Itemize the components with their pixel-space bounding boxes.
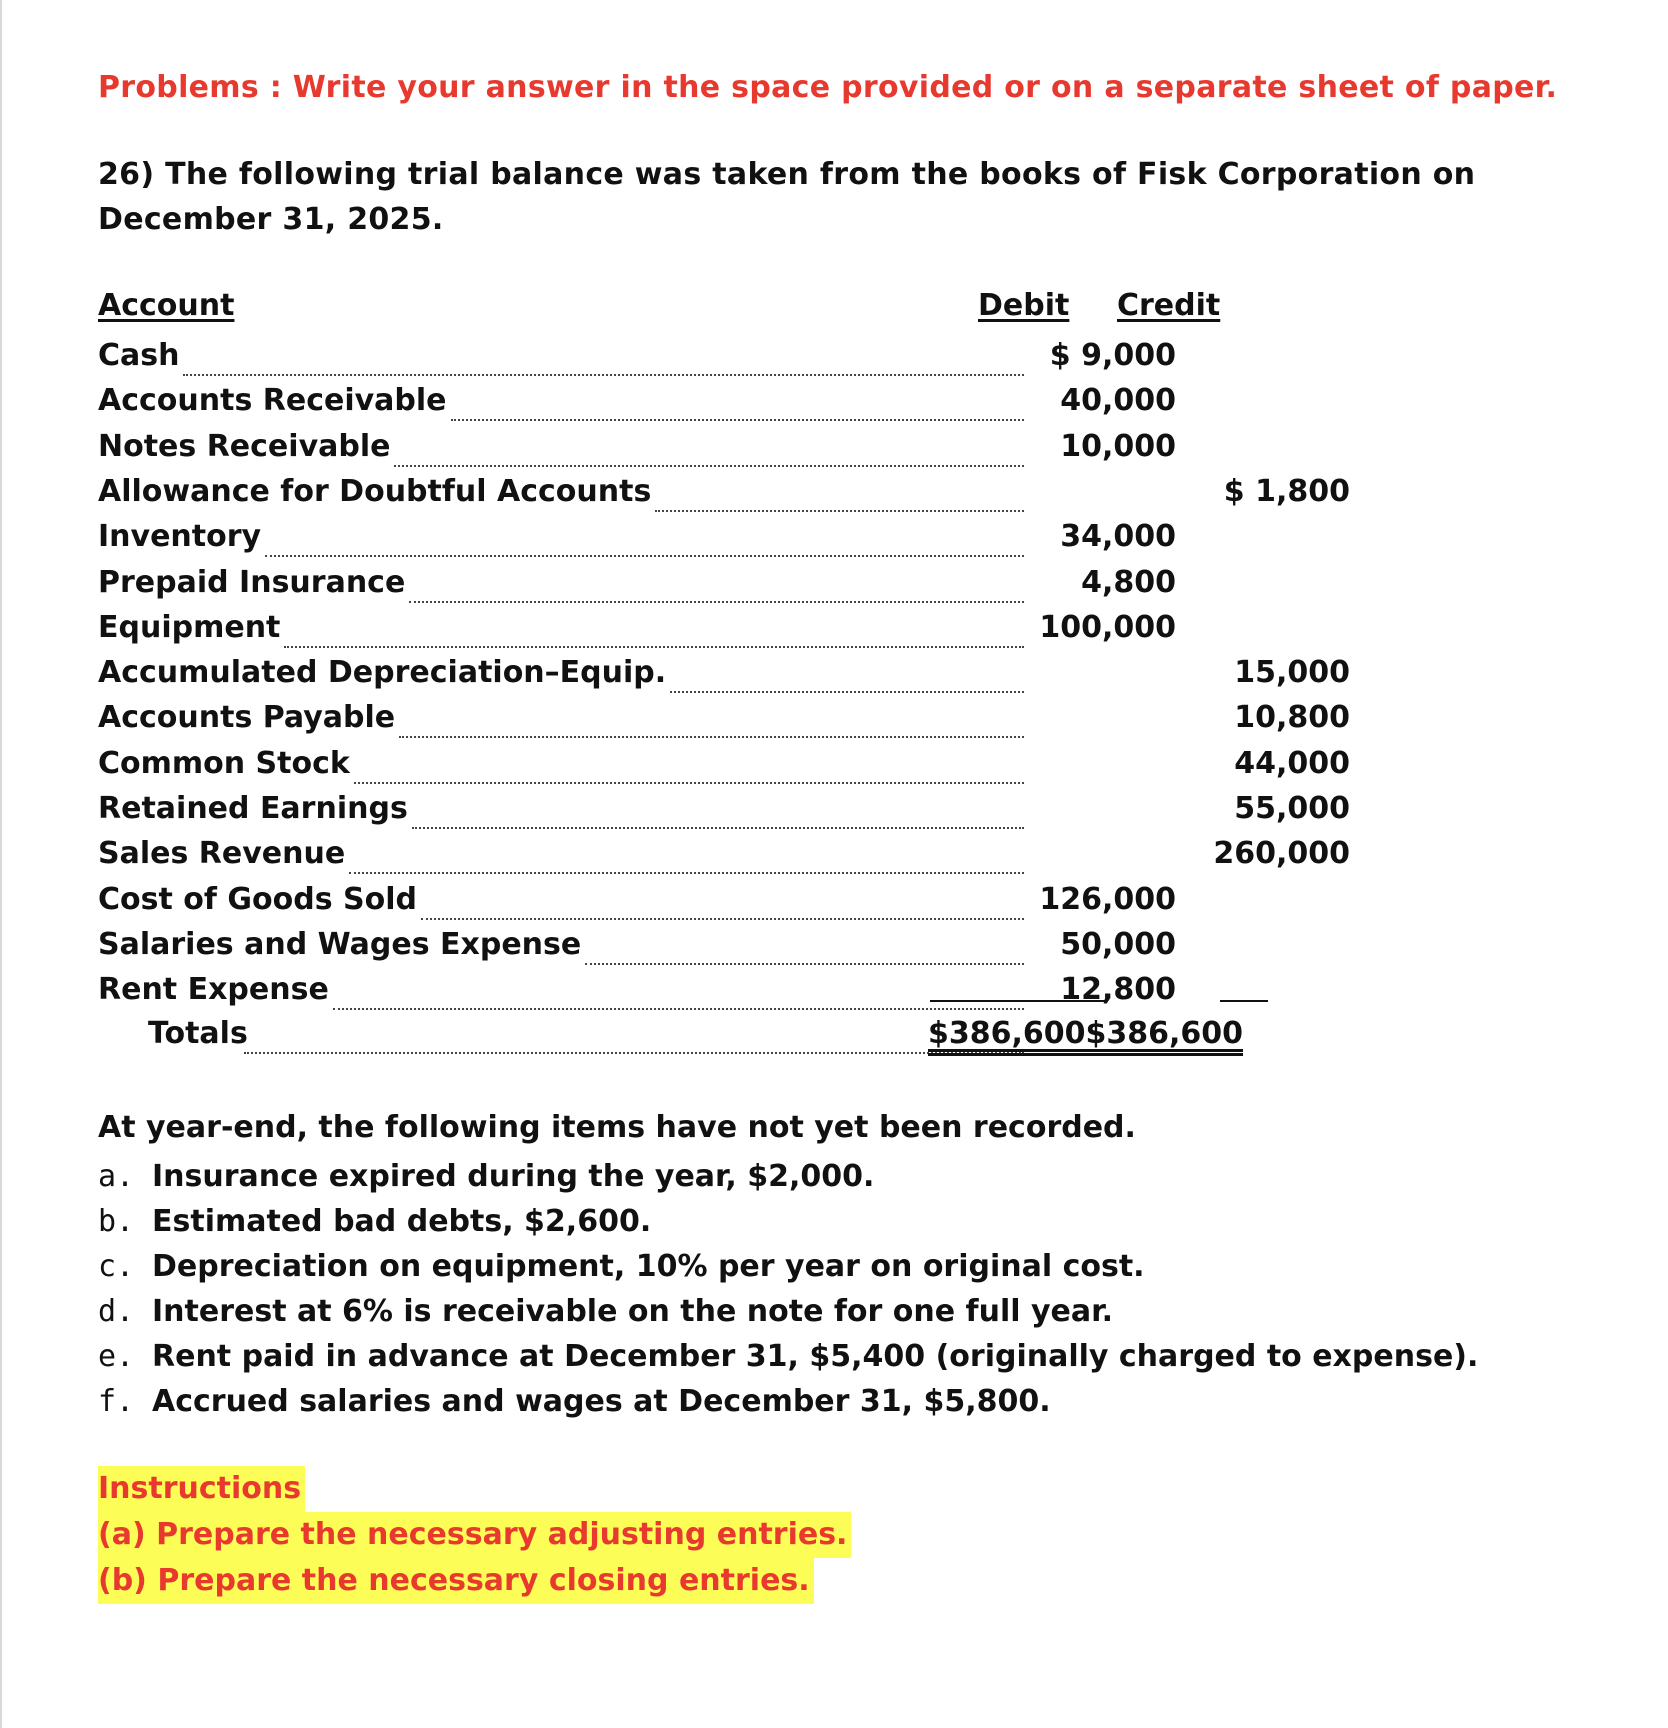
item-letter: c. (98, 1249, 135, 1284)
account-name: Retained Earnings (98, 791, 408, 826)
table-row (98, 927, 1268, 971)
problem-intro: 26) The following trial balance was taken from the books of Fisk Corporation on December 31, 2025. (98, 157, 1476, 237)
list-item (98, 1379, 1478, 1424)
credit-amount: 55,000 (1234, 791, 1350, 826)
debit-amount: 126,000 (1039, 882, 1176, 917)
instruction-a: (a) Prepare the necessary adjusting entries. (98, 1512, 851, 1558)
item-text: Depreciation on equipment, 10% per year on original cost. (152, 1249, 1145, 1284)
credit-amount: 260,000 (1213, 836, 1350, 871)
credit-amount: 10,800 (1234, 700, 1350, 735)
adjustments-intro: At year-end, the following items have not yet been recorded. (98, 1110, 1136, 1145)
item-letter: f. (98, 1384, 135, 1419)
leader-dots (244, 1052, 1024, 1054)
column-header-credit: Credit (1117, 288, 1221, 323)
list-item (98, 1289, 1478, 1334)
column-header-debit: Debit (978, 288, 1070, 323)
table-row (98, 882, 1268, 926)
list-item (98, 1154, 1478, 1199)
list-item (98, 1199, 1478, 1244)
account-name: Common Stock (98, 746, 350, 781)
leader-dots (412, 827, 1024, 829)
debit-amount: 40,000 (1060, 383, 1176, 418)
table-row (98, 700, 1350, 744)
table-row (98, 565, 1268, 609)
account-name: Cost of Goods Sold (98, 882, 417, 917)
item-letter: a. (98, 1159, 135, 1194)
item-letter: b. (98, 1204, 135, 1239)
page-left-border (0, 0, 2, 1728)
account-name: Accumulated Depreciation–Equip. (98, 655, 667, 690)
item-text: Interest at 6% is receivable on the note for one full year. (152, 1294, 1114, 1329)
leader-dots (399, 736, 1024, 738)
leader-dots (349, 872, 1024, 874)
account-name: Notes Receivable (98, 429, 391, 464)
debit-amount: 12,800 (1060, 972, 1176, 1007)
leader-dots (394, 465, 1024, 467)
debit-amount: $ 9,000 (1049, 338, 1176, 373)
item-letter: d. (98, 1294, 135, 1329)
leader-dots (284, 646, 1024, 648)
account-name: Accounts Payable (98, 700, 396, 735)
totals-label: Totals (148, 1016, 248, 1051)
leader-dots (421, 918, 1024, 920)
rent-debit-underline (930, 1000, 1106, 1002)
table-row (98, 338, 1268, 382)
debit-amount: 50,000 (1060, 927, 1176, 962)
table-row (98, 383, 1268, 427)
credit-amount: 15,000 (1234, 655, 1350, 690)
item-text: Estimated bad debts, $2,600. (152, 1204, 652, 1239)
credit-amount: $ 1,800 (1223, 474, 1350, 509)
debit-amount: 100,000 (1039, 610, 1176, 645)
table-row (98, 429, 1268, 473)
leader-dots (333, 1008, 1024, 1010)
debit-amount: 4,800 (1081, 565, 1176, 600)
table-row (98, 746, 1350, 790)
item-text: Rent paid in advance at December 31, $5,400 (originally charged to expense). (152, 1339, 1479, 1374)
list-item (98, 1244, 1478, 1289)
item-letter: e. (98, 1339, 135, 1374)
debit-amount: 34,000 (1060, 519, 1176, 554)
leader-dots (409, 601, 1024, 603)
table-row (98, 655, 1350, 699)
item-text: Accrued salaries and wages at December 31, $5,800. (152, 1384, 1051, 1419)
account-name: Prepaid Insurance (98, 565, 406, 600)
account-name: Accounts Receivable (98, 383, 447, 418)
table-row (98, 972, 1268, 1016)
instruction-b: (b) Prepare the necessary closing entries. (98, 1558, 814, 1604)
column-header-account: Account (98, 288, 235, 323)
account-name: Inventory (98, 519, 262, 554)
account-name: Sales Revenue (98, 836, 346, 871)
table-row (98, 610, 1268, 654)
table-row (98, 519, 1268, 563)
totals-value: $386,600$386,600 (928, 1016, 1244, 1051)
rent-credit-underline (1220, 1000, 1268, 1002)
credit-amount: 44,000 (1234, 746, 1350, 781)
debit-amount: 10,000 (1060, 429, 1176, 464)
account-name: Cash (98, 338, 180, 373)
leader-dots (265, 555, 1024, 557)
leader-dots (655, 510, 1024, 512)
account-name: Allowance for Doubtful Accounts (98, 474, 652, 509)
instructions-block (98, 1466, 851, 1604)
table-row (98, 791, 1350, 835)
leader-dots (670, 691, 1024, 693)
list-item (98, 1334, 1478, 1379)
account-name: Salaries and Wages Expense (98, 927, 582, 962)
table-row (98, 474, 1350, 518)
leader-dots (585, 963, 1024, 965)
adjustments-list (98, 1154, 1478, 1424)
problems-heading: Problems : Write your answer in the space provided or on a separate sheet of paper. (98, 70, 1558, 105)
item-text: Insurance expired during the year, $2,000. (152, 1159, 875, 1194)
leader-dots (451, 419, 1024, 421)
instructions-title: Instructions (98, 1466, 305, 1512)
account-name: Rent Expense (98, 972, 329, 1007)
leader-dots (183, 374, 1024, 376)
account-name: Equipment (98, 610, 281, 645)
leader-dots (354, 782, 1024, 784)
table-row (98, 836, 1350, 880)
